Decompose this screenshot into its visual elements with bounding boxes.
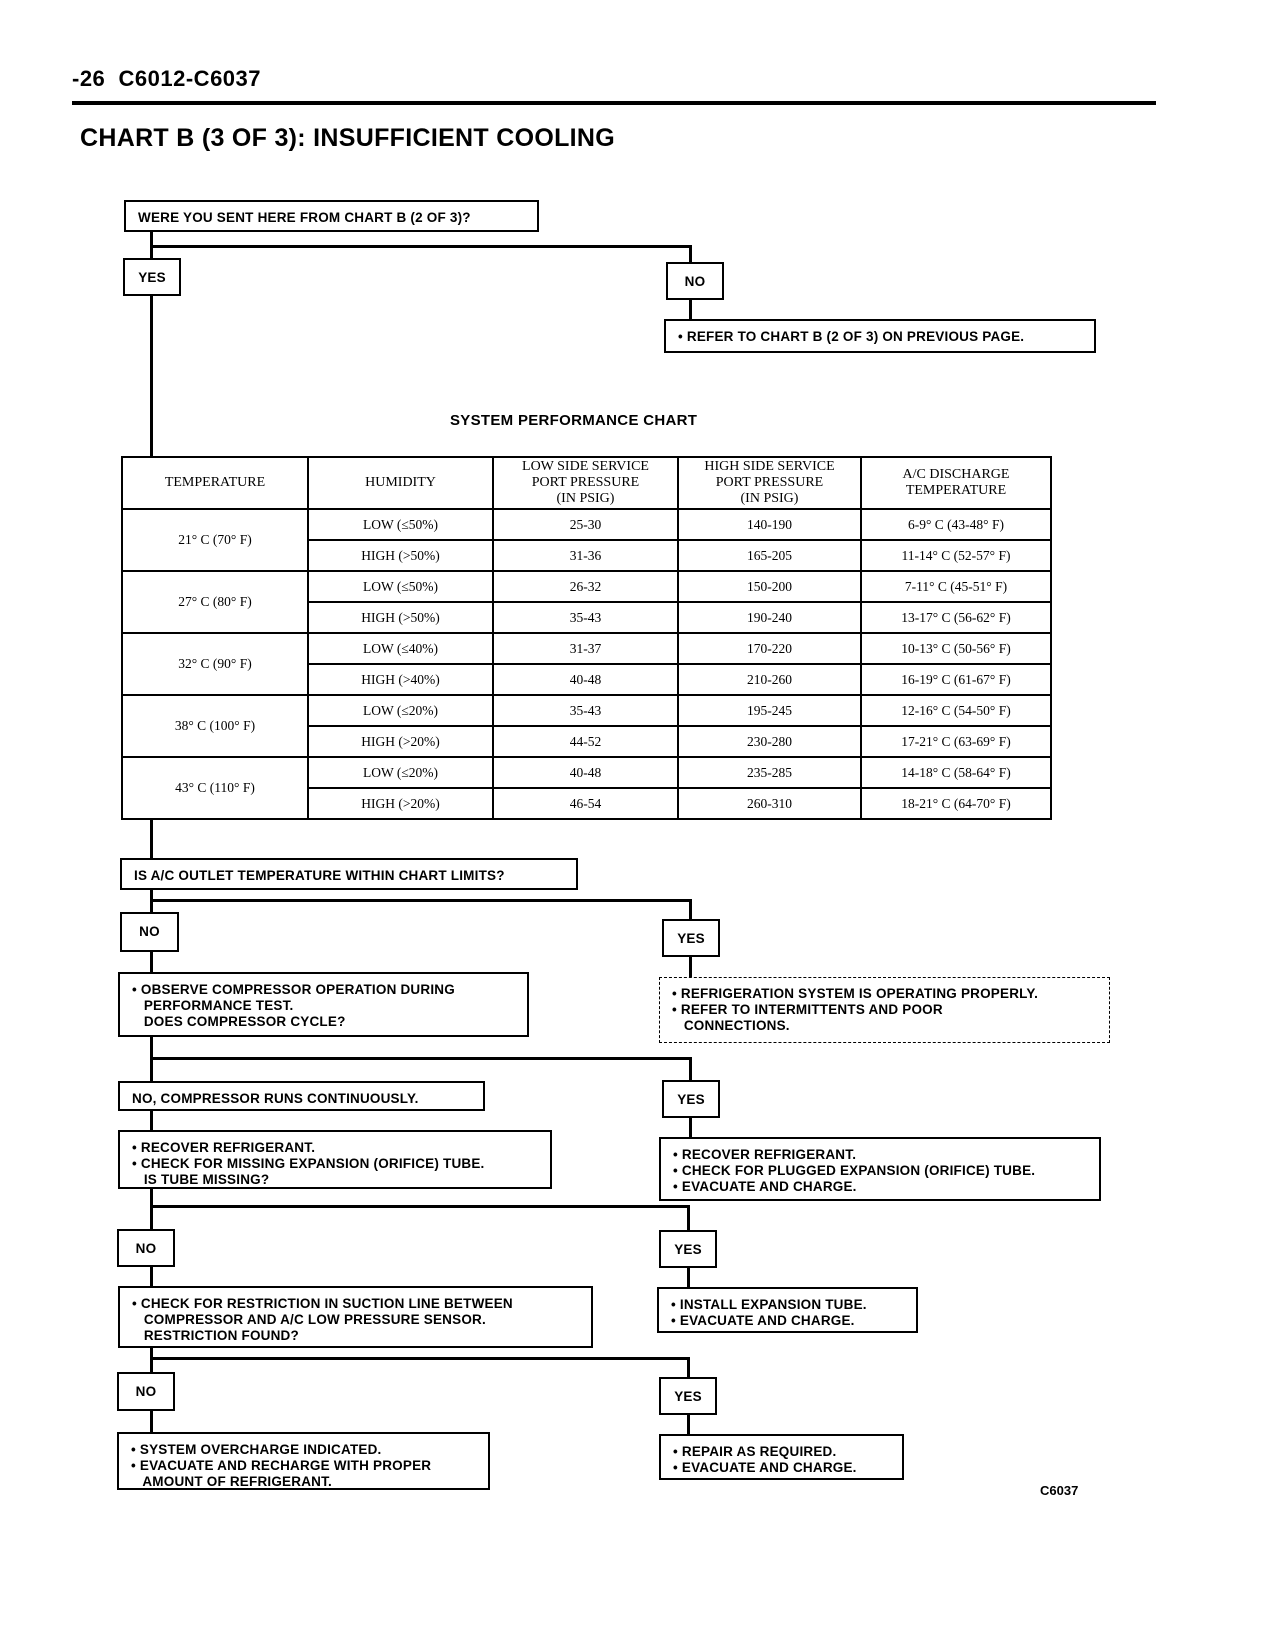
question-tube-missing (118, 1130, 552, 1189)
connector (150, 230, 153, 258)
action-line: • INSTALL EXPANSION TUBE. (671, 1297, 867, 1312)
action-repair-as-required (659, 1434, 904, 1480)
connector (150, 245, 692, 248)
high-cell: 150-200 (678, 571, 861, 602)
discharge-cell: 12-16° C (54-50° F) (861, 695, 1051, 726)
connector (150, 1265, 153, 1288)
yes-label: YES (123, 258, 181, 296)
table-row (122, 571, 1051, 602)
yes-label: YES (659, 1377, 717, 1415)
humidity-cell: HIGH (>50%) (308, 602, 493, 633)
action-line: • CHECK FOR PLUGGED EXPANSION (ORIFICE) TUBE. (673, 1163, 1036, 1178)
discharge-cell: 6-9° C (43-48° F) (861, 509, 1051, 540)
temperature-cell: 43° C (110° F) (122, 757, 308, 819)
low-cell: 40-48 (493, 757, 678, 788)
answer-text: NO, COMPRESSOR RUNS CONTINUOUSLY. (132, 1091, 419, 1106)
question-line: • CHECK FOR RESTRICTION IN SUCTION LINE BETWEEN (132, 1296, 513, 1311)
discharge-cell: 14-18° C (58-64° F) (861, 757, 1051, 788)
table-header: TEMPERATURE (122, 457, 308, 509)
answer-compressor-runs-continuously (118, 1081, 485, 1111)
connector (150, 1411, 153, 1432)
action-line: • REFRIGERATION SYSTEM IS OPERATING PROPERLY. (672, 986, 1039, 1001)
question-line: COMPRESSOR AND A/C LOW PRESSURE SENSOR. (132, 1312, 486, 1327)
connector (150, 1187, 153, 1229)
table-header: LOW SIDE SERVICE PORT PRESSURE (IN PSIG) (493, 457, 678, 509)
temperature-cell: 21° C (70° F) (122, 509, 308, 571)
question-text: WERE YOU SENT HERE FROM CHART B (2 OF 3)? (138, 210, 471, 225)
low-cell: 40-48 (493, 664, 678, 695)
system-performance-table (121, 456, 1052, 820)
table-header: HUMIDITY (308, 457, 493, 509)
table-row (122, 633, 1051, 664)
humidity-cell: LOW (≤40%) (308, 633, 493, 664)
question-line: • OBSERVE COMPRESSOR OPERATION DURING (132, 982, 455, 997)
action-line: • RECOVER REFRIGERANT. (673, 1147, 857, 1162)
no-label: NO (120, 912, 179, 952)
yes-label: YES (662, 919, 720, 957)
high-cell: 260-310 (678, 788, 861, 819)
low-cell: 25-30 (493, 509, 678, 540)
action-text: • REFER TO CHART B (2 OF 3) ON PREVIOUS PAGE. (678, 329, 1025, 344)
discharge-cell: 16-19° C (61-67° F) (861, 664, 1051, 695)
connector (150, 1110, 153, 1132)
low-cell: 31-36 (493, 540, 678, 571)
no-label: NO (117, 1372, 175, 1411)
connector (689, 1118, 692, 1139)
high-cell: 170-220 (678, 633, 861, 664)
action-refer-previous-page (664, 319, 1096, 353)
question-compressor-cycle (118, 972, 529, 1037)
table-row (122, 695, 1051, 726)
humidity-cell: LOW (≤50%) (308, 571, 493, 602)
action-line: AMOUNT OF REFRIGERANT. (131, 1474, 332, 1489)
high-cell: 235-285 (678, 757, 861, 788)
connector (687, 1357, 690, 1377)
connector (689, 1057, 692, 1080)
question-line: DOES COMPRESSOR CYCLE? (132, 1014, 346, 1029)
discharge-cell: 18-21° C (64-70° F) (861, 788, 1051, 819)
table-row (122, 757, 1051, 788)
question-line: PERFORMANCE TEST. (132, 998, 294, 1013)
temperature-cell: 38° C (100° F) (122, 695, 308, 757)
action-line: • EVACUATE AND RECHARGE WITH PROPER (131, 1458, 432, 1473)
question-outlet-temperature (120, 858, 578, 890)
chart-title: SYSTEM PERFORMANCE CHART (450, 412, 698, 429)
discharge-cell: 11-14° C (52-57° F) (861, 540, 1051, 571)
yes-label: YES (662, 1080, 720, 1118)
low-cell: 46-54 (493, 788, 678, 819)
connector (150, 899, 692, 902)
high-cell: 190-240 (678, 602, 861, 633)
connector (150, 296, 153, 456)
no-label: NO (117, 1229, 175, 1267)
table-header: A/C DISCHARGE TEMPERATURE (861, 457, 1051, 509)
connector (689, 899, 692, 919)
action-line: • REFER TO INTERMITTENTS AND POOR (672, 1002, 943, 1017)
question-line: • RECOVER REFRIGERANT. (132, 1140, 316, 1155)
question-text: IS A/C OUTLET TEMPERATURE WITHIN CHART LIMITS? (134, 868, 505, 883)
yes-label: YES (659, 1230, 717, 1268)
humidity-cell: HIGH (>50%) (308, 540, 493, 571)
humidity-cell: HIGH (>40%) (308, 664, 493, 695)
high-cell: 230-280 (678, 726, 861, 757)
low-cell: 35-43 (493, 695, 678, 726)
connector (689, 245, 692, 262)
figure-id: C6037 (1040, 1483, 1079, 1498)
connector (687, 1205, 690, 1230)
action-line: • SYSTEM OVERCHARGE INDICATED. (131, 1442, 382, 1457)
connector (689, 298, 692, 319)
action-line: • EVACUATE AND CHARGE. (673, 1460, 857, 1475)
table-header: HIGH SIDE SERVICE PORT PRESSURE (IN PSIG) (678, 457, 861, 509)
page-title: CHART B (3 OF 3): INSUFFICIENT COOLING (80, 124, 615, 152)
question-line: • CHECK FOR MISSING EXPANSION (ORIFICE) TUBE. (132, 1156, 485, 1171)
connector (150, 1348, 153, 1372)
question-line: RESTRICTION FOUND? (132, 1328, 299, 1343)
humidity-cell: LOW (≤50%) (308, 509, 493, 540)
connector (687, 1414, 690, 1434)
humidity-cell: LOW (≤20%) (308, 757, 493, 788)
no-label: NO (666, 262, 724, 300)
low-cell: 35-43 (493, 602, 678, 633)
action-install-expansion-tube (657, 1287, 918, 1333)
question-restriction-found (118, 1286, 593, 1348)
temperature-cell: 27° C (80° F) (122, 571, 308, 633)
action-system-overcharge (117, 1432, 490, 1490)
action-line: • EVACUATE AND CHARGE. (671, 1313, 855, 1328)
action-plugged-expansion-tube (659, 1137, 1101, 1201)
low-cell: 26-32 (493, 571, 678, 602)
connector (150, 819, 153, 860)
discharge-cell: 7-11° C (45-51° F) (861, 571, 1051, 602)
connector (687, 1268, 690, 1287)
humidity-cell: HIGH (>20%) (308, 788, 493, 819)
action-line: CONNECTIONS. (672, 1018, 790, 1033)
table-row (122, 509, 1051, 540)
action-line: • REPAIR AS REQUIRED. (673, 1444, 837, 1459)
header-rule (72, 101, 1156, 105)
high-cell: 195-245 (678, 695, 861, 726)
connector (150, 1357, 690, 1360)
connector (150, 1205, 690, 1208)
humidity-cell: HIGH (>20%) (308, 726, 493, 757)
high-cell: 140-190 (678, 509, 861, 540)
action-system-operating-properly (659, 977, 1110, 1043)
discharge-cell: 10-13° C (50-56° F) (861, 633, 1051, 664)
discharge-cell: 13-17° C (56-62° F) (861, 602, 1051, 633)
discharge-cell: 17-21° C (63-69° F) (861, 726, 1051, 757)
action-line: • EVACUATE AND CHARGE. (673, 1179, 857, 1194)
temperature-cell: 32° C (90° F) (122, 633, 308, 695)
humidity-cell: LOW (≤20%) (308, 695, 493, 726)
question-line: IS TUBE MISSING? (132, 1172, 270, 1187)
high-cell: 210-260 (678, 664, 861, 695)
connector (150, 952, 153, 972)
connector (689, 956, 692, 977)
low-cell: 44-52 (493, 726, 678, 757)
question-sent-from-chart-b (124, 200, 539, 232)
connector (150, 1057, 692, 1060)
high-cell: 165-205 (678, 540, 861, 571)
low-cell: 31-37 (493, 633, 678, 664)
page-reference: -26 C6012-C6037 (72, 66, 262, 91)
